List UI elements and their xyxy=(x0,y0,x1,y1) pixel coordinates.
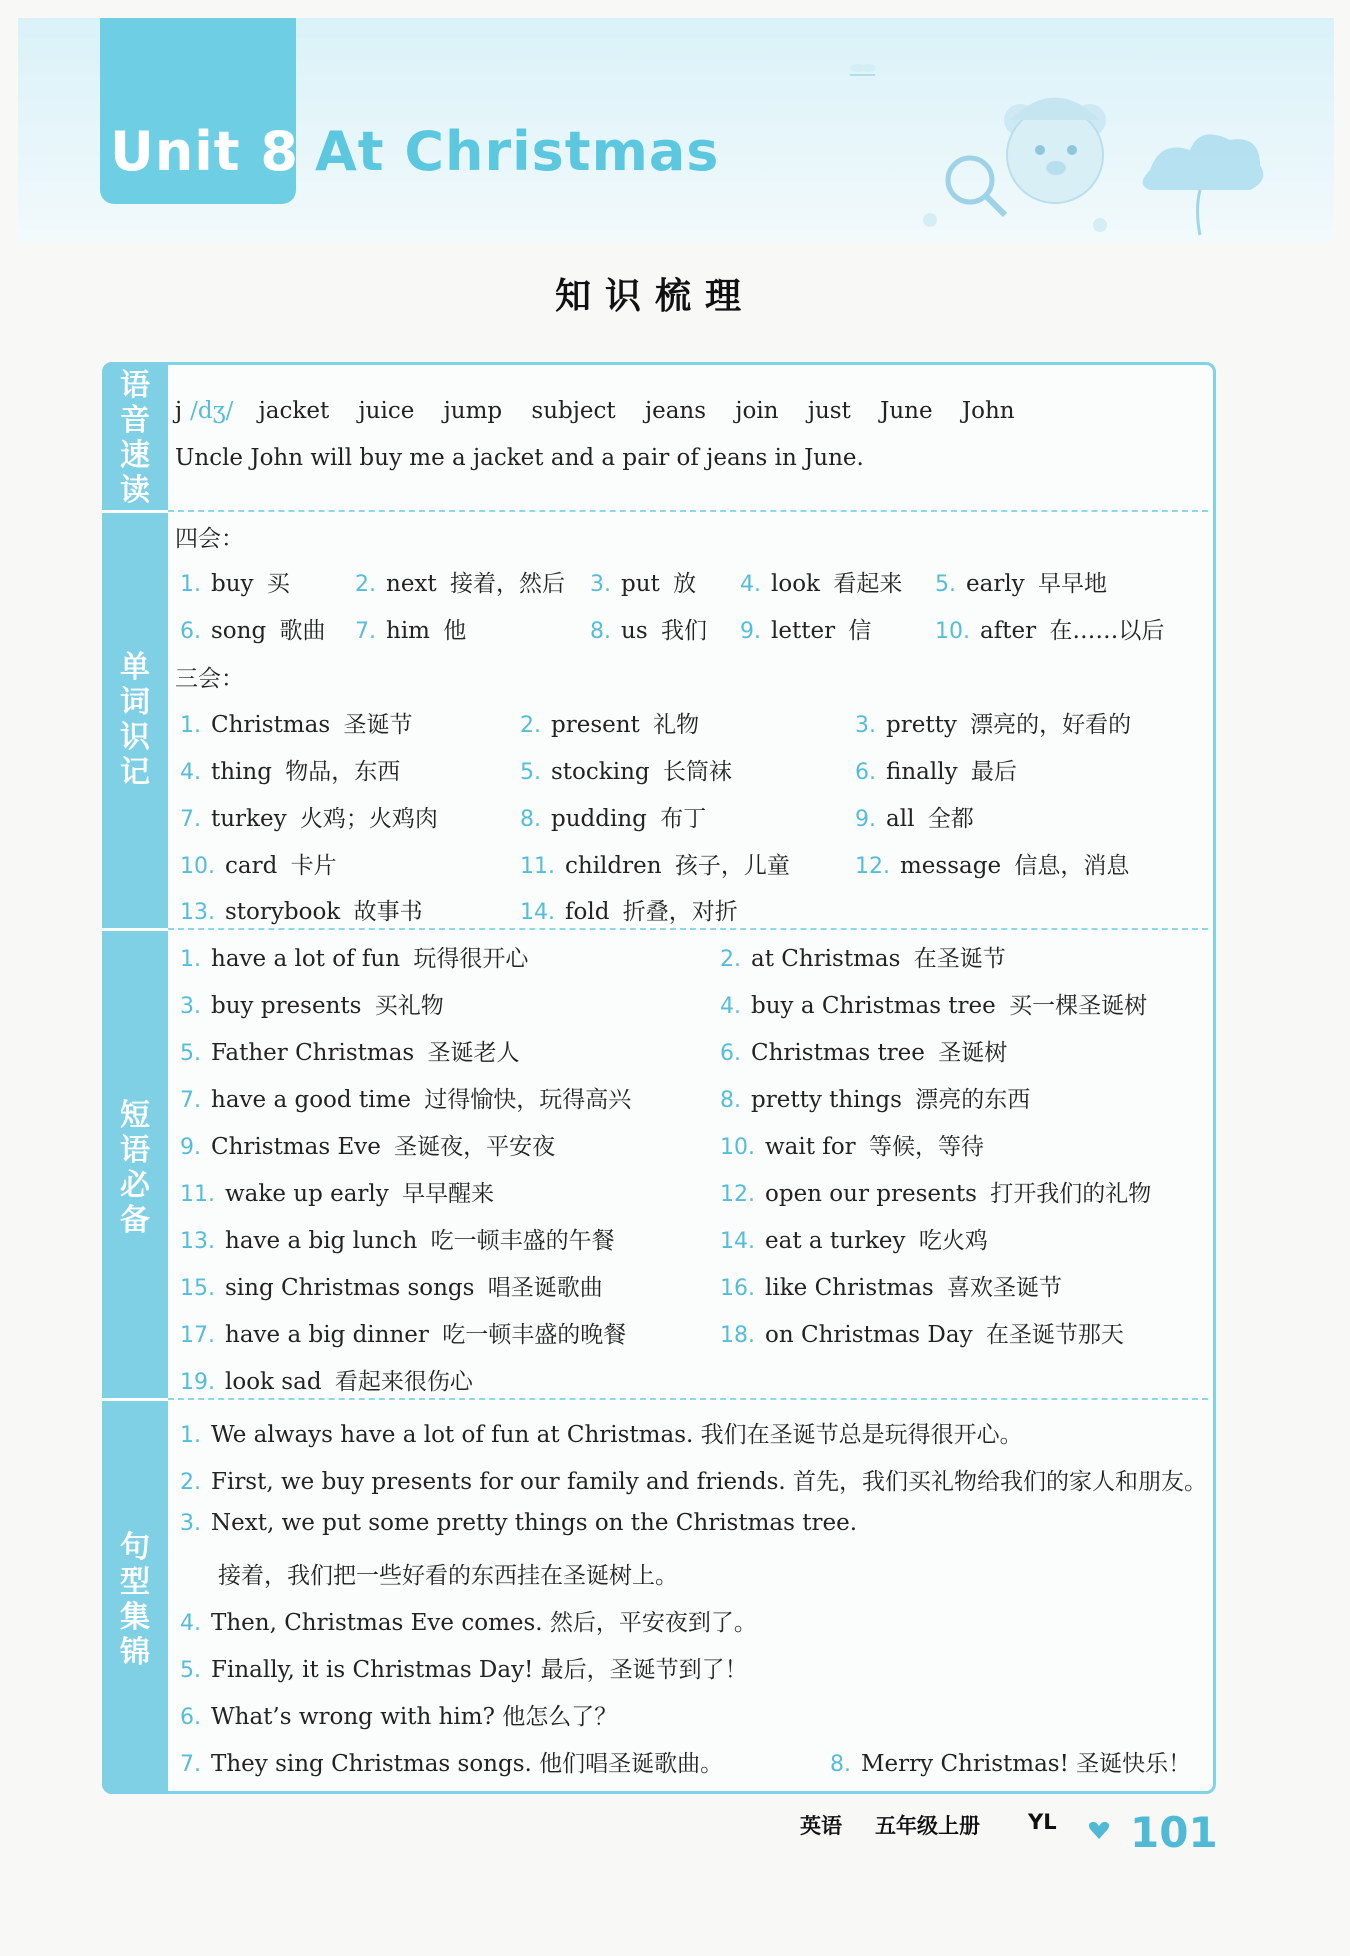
sentence-item: 7. They sing Christmas songs. 他们唱圣诞歌曲。 xyxy=(180,1751,724,1777)
vocab-item: 10. after 在……以后 xyxy=(935,618,1165,644)
phrase-item: 15. sing Christmas songs 唱圣诞歌曲 xyxy=(180,1275,603,1301)
vocab-item: 13. storybook 故事书 xyxy=(180,899,423,925)
phonics-letter: j xyxy=(175,398,183,424)
vocab-item: 8. pudding 布丁 xyxy=(520,806,707,832)
vocab-item: 11. children 孩子，儿童 xyxy=(520,853,790,879)
bear-detective-illustration xyxy=(850,60,1270,240)
phonics-word: jeans xyxy=(644,398,707,424)
four-skill-label: 四会： xyxy=(175,526,244,552)
unit-label: Unit 8 xyxy=(110,120,299,183)
sentence-item: 5. Finally, it is Christmas Day! 最后，圣诞节到了！ xyxy=(180,1657,748,1683)
vocab-item: 12. message 信息，消息 xyxy=(855,853,1130,879)
vocab-item: 14. fold 折叠，对折 xyxy=(520,899,738,925)
sidebar-label-sentences: 句型集锦 xyxy=(120,1530,150,1670)
phonics-word: juice xyxy=(358,398,415,424)
sentence-item: 8. Merry Christmas! 圣诞快乐！ xyxy=(830,1751,1192,1777)
vocab-item: 6. song 歌曲 xyxy=(180,618,326,644)
phonics-word: jump xyxy=(443,398,503,424)
vocab-item: 1. Christmas 圣诞节 xyxy=(180,712,413,738)
sentence-item: 6. What’s wrong with him? 他怎么了？ xyxy=(180,1704,618,1730)
sidebar-divider xyxy=(102,928,168,931)
sentence-translation: 接着，我们把一些好看的东西挂在圣诞树上。 xyxy=(218,1563,678,1589)
phrase-item: 2. at Christmas 在圣诞节 xyxy=(720,946,1006,972)
footer-grade: 五年级上册 xyxy=(875,1814,980,1838)
unit-title: At Christmas xyxy=(315,120,720,183)
vocab-item: 2. next 接着，然后 xyxy=(355,571,565,597)
vocab-item: 7. him 他 xyxy=(355,618,467,644)
vocab-item: 9. letter 信 xyxy=(740,618,872,644)
vocab-item: 9. all 全都 xyxy=(855,806,974,832)
phrase-item: 6. Christmas tree 圣诞树 xyxy=(720,1040,1008,1066)
vocab-item: 6. finally 最后 xyxy=(855,759,1017,785)
phonics-word: just xyxy=(807,398,851,424)
vocab-item: 8. us 我们 xyxy=(590,618,707,644)
phrase-item: 3. buy presents 买礼物 xyxy=(180,993,444,1019)
phrase-item: 7. have a good time 过得愉快，玩得高兴 xyxy=(180,1087,632,1113)
phrase-item: 8. pretty things 漂亮的东西 xyxy=(720,1087,1031,1113)
phrase-item: 10. wait for 等候，等待 xyxy=(720,1134,984,1160)
phrase-item: 17. have a big dinner 吃一顿丰盛的晚餐 xyxy=(180,1322,627,1348)
phonics-word: John xyxy=(961,398,1015,424)
phonetic-symbol: /dʒ/ xyxy=(190,398,234,424)
sidebar-divider xyxy=(102,1398,168,1401)
vocab-item: 7. turkey 火鸡；火鸡肉 xyxy=(180,806,438,832)
vocab-item: 4. thing 物品，东西 xyxy=(180,759,401,785)
phonics-word: subject xyxy=(531,398,616,424)
sentence-item: 4. Then, Christmas Eve comes. 然后，平安夜到了。 xyxy=(180,1610,757,1636)
vocab-item: 1. buy 买 xyxy=(180,571,290,597)
phrase-item: 5. Father Christmas 圣诞老人 xyxy=(180,1040,520,1066)
sidebar-divider xyxy=(102,510,168,513)
section-divider xyxy=(168,928,1208,930)
vocab-item: 5. early 早早地 xyxy=(935,571,1107,597)
phonics-words-line xyxy=(175,398,1015,424)
phonics-word: June xyxy=(880,398,933,424)
vocab-item: 2. present 礼物 xyxy=(520,712,700,738)
section-divider xyxy=(168,510,1208,512)
heart-icon xyxy=(1088,1820,1110,1840)
section-divider xyxy=(168,1398,1208,1400)
phonics-word: jacket xyxy=(258,398,330,424)
sentence-item: 1. We always have a lot of fun at Christmas. 我们在圣诞节总是玩得很开心。 xyxy=(180,1422,1023,1448)
sentence-item: 3. Next, we put some pretty things on the Christmas tree. xyxy=(180,1510,857,1536)
section-title: 知识梳理 xyxy=(554,276,755,317)
sidebar-label-vocabulary: 单词识记 xyxy=(120,650,150,790)
vocab-item: 10. card 卡片 xyxy=(180,853,337,879)
phrase-item: 14. eat a turkey 吃火鸡 xyxy=(720,1228,988,1254)
phrase-item: 9. Christmas Eve 圣诞夜，平安夜 xyxy=(180,1134,556,1160)
vocab-item: 4. look 看起来 xyxy=(740,571,903,597)
vocab-item: 5. stocking 长筒袜 xyxy=(520,759,732,785)
three-skill-label: 三会： xyxy=(175,666,244,692)
phonics-sentence: Uncle John will buy me a jacket and a pair of jeans in June. xyxy=(175,445,864,471)
page-number: 101 xyxy=(1130,1808,1218,1857)
phrase-item: 4. buy a Christmas tree 买一棵圣诞树 xyxy=(720,993,1148,1019)
sentence-item: 2. First, we buy presents for our family and friends. 首先，我们买礼物给我们的家人和朋友。 xyxy=(180,1469,1208,1495)
sidebar-label-phonics: 语音速读 xyxy=(120,368,150,508)
phrase-item: 19. look sad 看起来很伤心 xyxy=(180,1369,473,1395)
vocab-item: 3. pretty 漂亮的，好看的 xyxy=(855,712,1132,738)
phrase-item: 12. open our presents 打开我们的礼物 xyxy=(720,1181,1152,1207)
phrase-item: 16. like Christmas 喜欢圣诞节 xyxy=(720,1275,1063,1301)
phrase-item: 18. on Christmas Day 在圣诞节那天 xyxy=(720,1322,1124,1348)
phrase-item: 1. have a lot of fun 玩得很开心 xyxy=(180,946,529,972)
phonics-word: join xyxy=(735,398,779,424)
phrase-item: 13. have a big lunch 吃一顿丰盛的午餐 xyxy=(180,1228,615,1254)
sidebar-label-phrases: 短语必备 xyxy=(120,1098,150,1238)
phrase-item: 11. wake up early 早早醒来 xyxy=(180,1181,495,1207)
vocab-item: 3. put 放 xyxy=(590,571,697,597)
footer-subject: 英语 xyxy=(800,1814,842,1838)
footer-edition: YL xyxy=(1028,1810,1057,1834)
